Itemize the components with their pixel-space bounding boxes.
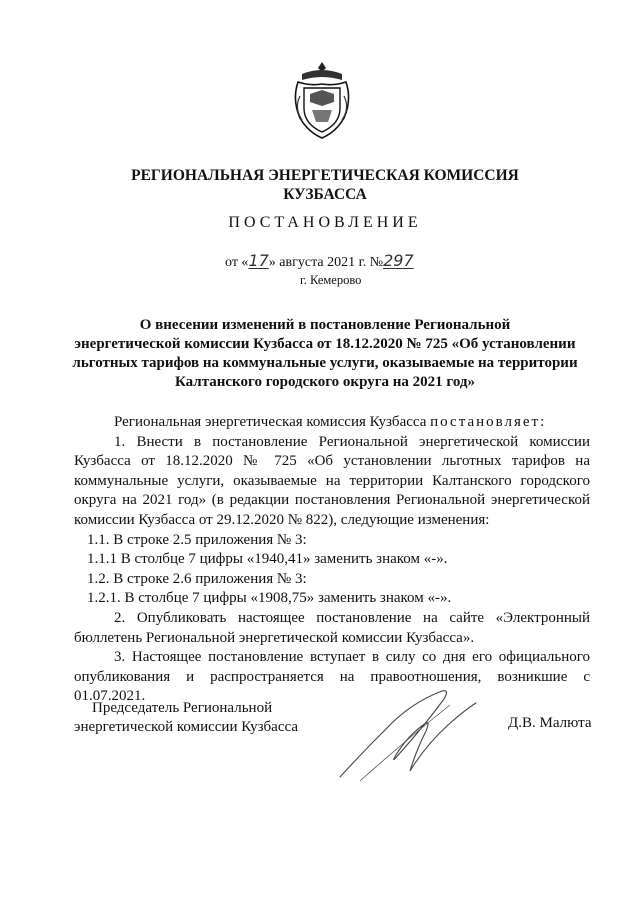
position-line2: энергетической комиссии Кузбасса	[74, 719, 298, 735]
document-type: ПОСТАНОВЛЕНИЕ	[228, 214, 422, 231]
intro-paragraph	[74, 413, 590, 433]
signatory-name: Д.В. Малюта	[508, 715, 592, 731]
document-number: 297	[383, 251, 414, 270]
city: г. Кемерово	[300, 273, 362, 287]
paragraph-2: 2. Опубликовать настоящее постановление на сайте «Электронный бюллетень Региональной энергетической комиссии Кузбасса».	[74, 609, 590, 646]
date-prefix: от «	[225, 255, 249, 270]
title-line: энергетической комиссии Кузбасса от 18.12.2020 № 725 «Об установлении	[74, 336, 576, 352]
paragraph-1-1-1: 1.1.1 В столбце 7 цифры «1940,41» заменить знаком «-».	[87, 551, 448, 568]
document-date-line	[225, 251, 414, 271]
date-day: 17	[248, 251, 269, 270]
paragraph-1-2-1: 1.2.1. В столбце 7 цифры «1908,75» заменить знаком «-».	[87, 590, 452, 607]
intro-verb: постановляет:	[430, 414, 547, 430]
handwritten-signature	[330, 685, 480, 785]
organization-name-line1: РЕГИОНАЛЬНАЯ ЭНЕРГЕТИЧЕСКАЯ КОМИССИЯ	[131, 167, 519, 184]
title-line: льготных тарифов на коммунальные услуги, оказываемые на территории	[72, 355, 578, 371]
title-line: О внесении изменений в постановление Региональной	[139, 317, 511, 333]
position-line1: Председатель Региональной	[92, 700, 273, 716]
paragraph-1-2: 1.2. В строке 2.6 приложения № 3:	[87, 570, 307, 587]
paragraph-1-1: 1.1. В строке 2.5 приложения № 3:	[87, 531, 307, 548]
document-body	[74, 413, 590, 707]
paragraph-1: 1. Внести в постановление Региональной энергетической комиссии Кузбасса от 18.12.2020 № 725 «Об установлении льготных тарифов на коммунальные услуги, оказываемые на территории Калтанского городского округа на 2021 год» (в редакции постановления Региональной энергетической комиссии Кузбасса от 29.12.2020 № 822), следующие изменения:	[74, 433, 590, 528]
document-title	[60, 316, 590, 392]
coat-of-arms-icon	[290, 60, 354, 140]
title-line: Калтанского городского округа на 2021 год»	[174, 374, 476, 390]
signatory-position	[74, 699, 298, 737]
paragraph-3: 3. Настоящее постановление вступает в силу со дня его официального опубликования и распространяется на правоотношения, возникшие с 01.07.2021.	[74, 649, 590, 705]
organization-name-line2: КУЗБАССА	[283, 186, 367, 203]
intro-text: Региональная энергетическая комиссия Кузбасса	[114, 414, 427, 430]
date-middle: » августа 2021 г. №	[268, 255, 384, 270]
